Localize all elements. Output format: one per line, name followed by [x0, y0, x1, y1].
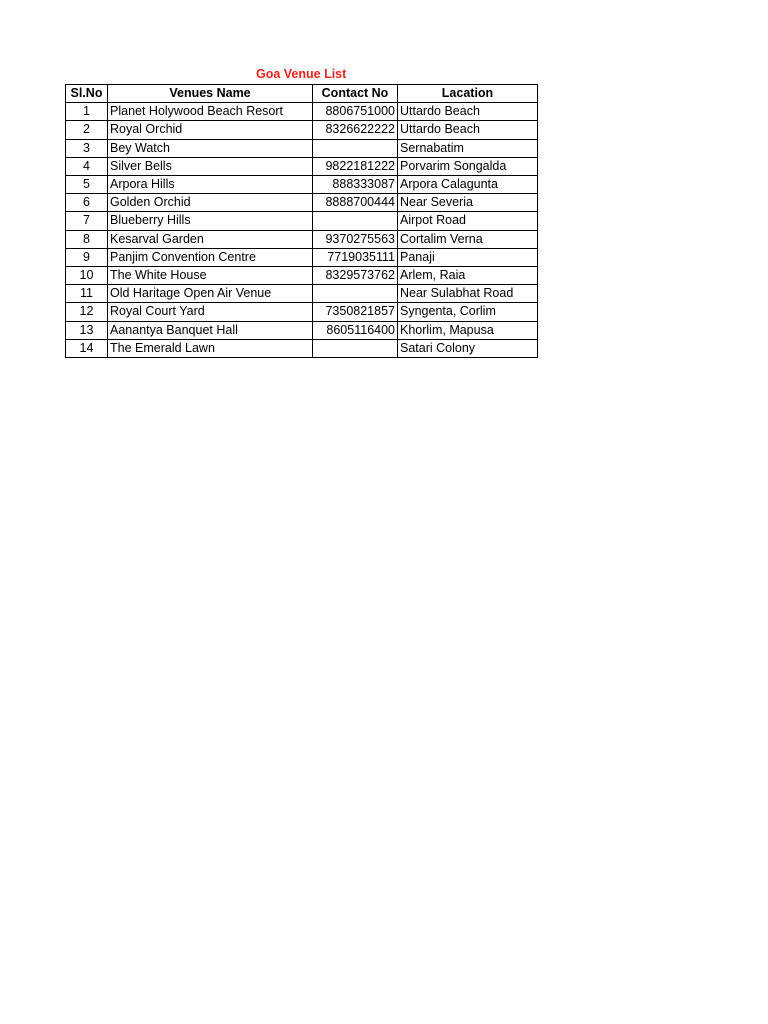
cell-location: Uttardo Beach [398, 103, 538, 121]
cell-location: Cortalim Verna [398, 230, 538, 248]
cell-contact-no: 8329573762 [313, 267, 398, 285]
cell-venue-name: Royal Court Yard [108, 303, 313, 321]
table-row [66, 321, 538, 339]
table-row [66, 121, 538, 139]
cell-location: Arlem, Raia [398, 267, 538, 285]
cell-contact-no: 8605116400 [313, 321, 398, 339]
cell-contact-no: 9370275563 [313, 230, 398, 248]
cell-contact-no [313, 285, 398, 303]
cell-location: Uttardo Beach [398, 121, 538, 139]
cell-sl-no: 5 [66, 176, 108, 194]
cell-sl-no: 6 [66, 194, 108, 212]
cell-location: Porvarim Songalda [398, 157, 538, 175]
cell-sl-no: 11 [66, 285, 108, 303]
cell-venue-name: Arpora Hills [108, 176, 313, 194]
cell-venue-name: The Emerald Lawn [108, 339, 313, 357]
cell-location: Panaji [398, 248, 538, 266]
cell-contact-no: 9822181222 [313, 157, 398, 175]
cell-venue-name: Planet Holywood Beach Resort [108, 103, 313, 121]
table-row [66, 339, 538, 357]
table-row [66, 103, 538, 121]
cell-contact-no: 8888700444 [313, 194, 398, 212]
cell-contact-no: 8326622222 [313, 121, 398, 139]
cell-location: Satari Colony [398, 339, 538, 357]
table-row [66, 248, 538, 266]
cell-contact-no [313, 212, 398, 230]
cell-location: Near Severia [398, 194, 538, 212]
cell-location: Near Sulabhat Road [398, 285, 538, 303]
cell-venue-name: Old Haritage Open Air Venue [108, 285, 313, 303]
cell-location: Arpora Calagunta [398, 176, 538, 194]
cell-venue-name: The White House [108, 267, 313, 285]
cell-contact-no: 888333087 [313, 176, 398, 194]
header-location: Lacation [398, 85, 538, 103]
cell-venue-name: Panjim Convention Centre [108, 248, 313, 266]
cell-location: Khorlim, Mapusa [398, 321, 538, 339]
table-row [66, 194, 538, 212]
cell-contact-no [313, 339, 398, 357]
cell-sl-no: 7 [66, 212, 108, 230]
cell-venue-name: Aanantya Banquet Hall [108, 321, 313, 339]
cell-sl-no: 14 [66, 339, 108, 357]
table-row [66, 139, 538, 157]
cell-location: Sernabatim [398, 139, 538, 157]
cell-sl-no: 12 [66, 303, 108, 321]
header-sl-no: Sl.No [66, 85, 108, 103]
cell-contact-no: 7350821857 [313, 303, 398, 321]
table-row [66, 212, 538, 230]
header-venue-name: Venues Name [108, 85, 313, 103]
cell-location: Airpot Road [398, 212, 538, 230]
cell-sl-no: 1 [66, 103, 108, 121]
cell-location: Syngenta, Corlim [398, 303, 538, 321]
table-row [66, 230, 538, 248]
cell-contact-no: 7719035111 [313, 248, 398, 266]
venue-table [65, 84, 538, 358]
cell-contact-no: 8806751000 [313, 103, 398, 121]
cell-sl-no: 10 [66, 267, 108, 285]
table-row [66, 267, 538, 285]
cell-venue-name: Blueberry Hills [108, 212, 313, 230]
table-row [66, 157, 538, 175]
header-contact-no: Contact No [313, 85, 398, 103]
cell-venue-name: Silver Bells [108, 157, 313, 175]
table-row [66, 176, 538, 194]
cell-venue-name: Kesarval Garden [108, 230, 313, 248]
header-row [66, 85, 538, 103]
cell-contact-no [313, 139, 398, 157]
table-row [66, 285, 538, 303]
cell-venue-name: Bey Watch [108, 139, 313, 157]
cell-venue-name: Golden Orchid [108, 194, 313, 212]
venue-rows [66, 103, 538, 358]
cell-sl-no: 13 [66, 321, 108, 339]
cell-sl-no: 3 [66, 139, 108, 157]
cell-sl-no: 2 [66, 121, 108, 139]
cell-sl-no: 4 [66, 157, 108, 175]
cell-sl-no: 8 [66, 230, 108, 248]
table-row [66, 303, 538, 321]
cell-venue-name: Royal Orchid [108, 121, 313, 139]
sheet-title: Goa Venue List [256, 67, 347, 81]
cell-sl-no: 9 [66, 248, 108, 266]
